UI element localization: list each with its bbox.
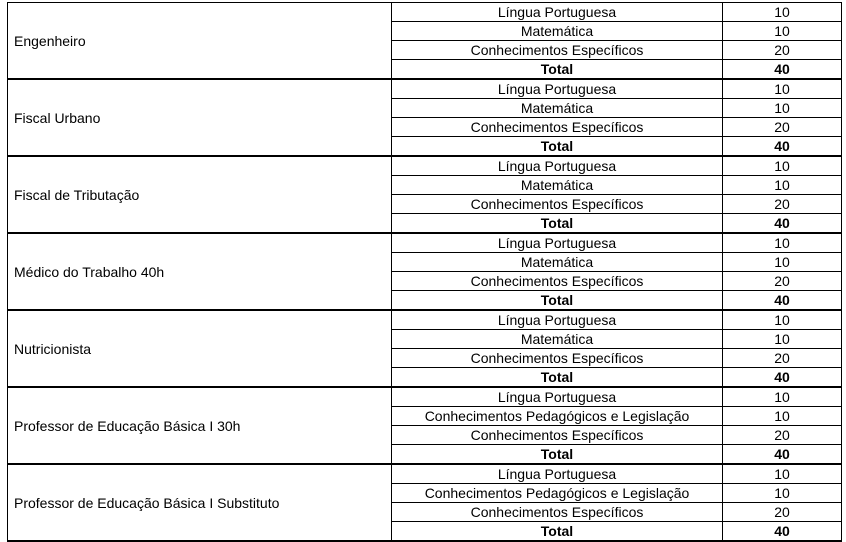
total-label: Total xyxy=(392,368,723,388)
exam-table xyxy=(7,2,842,542)
role-name: Fiscal Urbano xyxy=(8,79,392,156)
total-value: 40 xyxy=(723,137,842,157)
subject-row xyxy=(8,3,842,22)
question-count: 10 xyxy=(723,310,842,330)
subject-name: Conhecimentos Específicos xyxy=(392,272,723,291)
subject-name: Conhecimentos Específicos xyxy=(392,426,723,445)
role-name: Médico do Trabalho 40h xyxy=(8,233,392,310)
role-name: Fiscal de Tributação xyxy=(8,156,392,233)
role-name: Nutricionista xyxy=(8,310,392,387)
total-label: Total xyxy=(392,214,723,234)
question-count: 20 xyxy=(723,272,842,291)
subject-name: Conhecimentos Específicos xyxy=(392,503,723,522)
total-value: 40 xyxy=(723,291,842,311)
question-count: 10 xyxy=(723,387,842,407)
question-count: 10 xyxy=(723,253,842,272)
subject-name: Conhecimentos Específicos xyxy=(392,349,723,368)
subject-name: Língua Portuguesa xyxy=(392,79,723,99)
question-count: 20 xyxy=(723,349,842,368)
question-count: 20 xyxy=(723,41,842,60)
total-label: Total xyxy=(392,60,723,80)
subject-name: Matemática xyxy=(392,253,723,272)
subject-name: Língua Portuguesa xyxy=(392,156,723,176)
subject-name: Conhecimentos Pedagógicos e Legislação xyxy=(392,407,723,426)
question-count: 10 xyxy=(723,22,842,41)
subject-row xyxy=(8,156,842,176)
question-count: 20 xyxy=(723,118,842,137)
role-name: Engenheiro xyxy=(8,3,392,80)
subject-row xyxy=(8,310,842,330)
subject-row xyxy=(8,233,842,253)
subject-name: Língua Portuguesa xyxy=(392,387,723,407)
subject-name: Língua Portuguesa xyxy=(392,464,723,484)
subject-name: Língua Portuguesa xyxy=(392,310,723,330)
total-value: 40 xyxy=(723,445,842,465)
subject-row xyxy=(8,79,842,99)
role-name: Professor de Educação Básica I 30h xyxy=(8,387,392,464)
question-count: 20 xyxy=(723,426,842,445)
question-count: 10 xyxy=(723,233,842,253)
question-count: 20 xyxy=(723,503,842,522)
subject-name: Conhecimentos Específicos xyxy=(392,118,723,137)
total-value: 40 xyxy=(723,368,842,388)
question-count: 10 xyxy=(723,99,842,118)
question-count: 10 xyxy=(723,176,842,195)
total-label: Total xyxy=(392,522,723,542)
role-name: Professor de Educação Básica I Substituto xyxy=(8,464,392,541)
question-count: 10 xyxy=(723,156,842,176)
total-value: 40 xyxy=(723,214,842,234)
total-value: 40 xyxy=(723,522,842,542)
subject-name: Matemática xyxy=(392,22,723,41)
subject-name: Matemática xyxy=(392,99,723,118)
subject-name: Língua Portuguesa xyxy=(392,233,723,253)
subject-name: Conhecimentos Específicos xyxy=(392,195,723,214)
subject-name: Conhecimentos Pedagógicos e Legislação xyxy=(392,484,723,503)
subject-name: Matemática xyxy=(392,176,723,195)
question-count: 20 xyxy=(723,195,842,214)
exam-table-body xyxy=(8,3,842,542)
question-count: 10 xyxy=(723,3,842,22)
total-value: 40 xyxy=(723,60,842,80)
question-count: 10 xyxy=(723,407,842,426)
total-label: Total xyxy=(392,445,723,465)
question-count: 10 xyxy=(723,330,842,349)
question-count: 10 xyxy=(723,79,842,99)
subject-row xyxy=(8,387,842,407)
total-label: Total xyxy=(392,291,723,311)
subject-row xyxy=(8,464,842,484)
question-count: 10 xyxy=(723,484,842,503)
total-label: Total xyxy=(392,137,723,157)
subject-name: Língua Portuguesa xyxy=(392,3,723,22)
question-count: 10 xyxy=(723,464,842,484)
subject-name: Matemática xyxy=(392,330,723,349)
subject-name: Conhecimentos Específicos xyxy=(392,41,723,60)
